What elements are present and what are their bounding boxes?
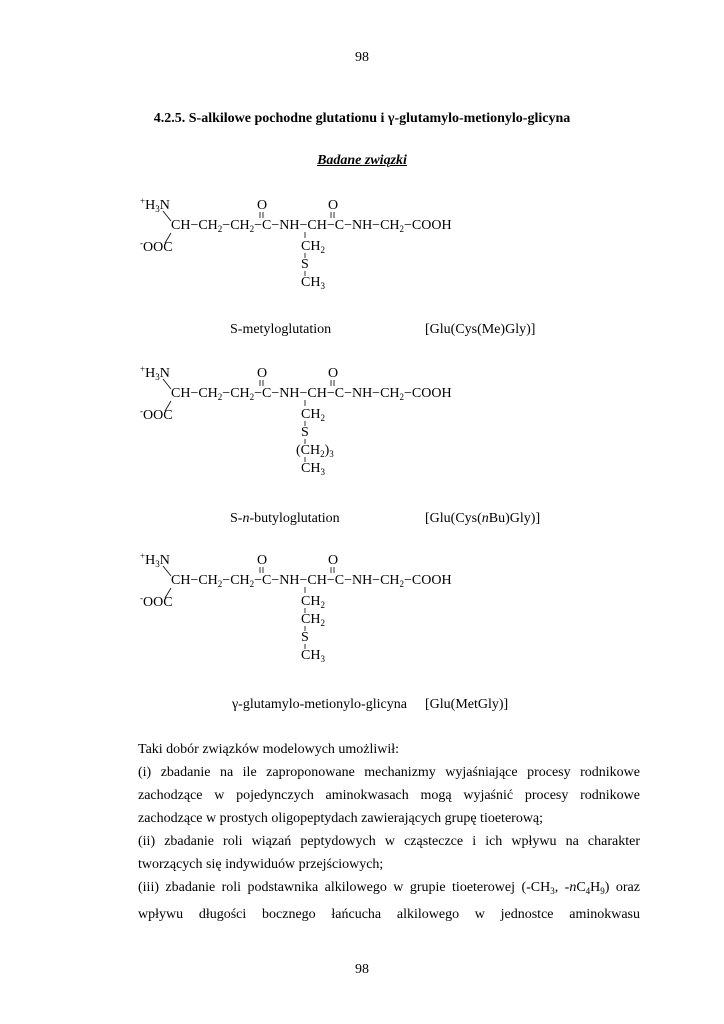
compound-1-name: S-metyloglutation [230, 322, 332, 337]
oxygen-2: O [328, 366, 339, 381]
body-item-1: (i) zbadanie na ile zaproponowane mechanizmy wyjaśniające procesy rodnikowe zachodzące w pojedynczych aminokwasach mogą wyjaśnić procesy rodnikowe zachodzące w prostych oligopeptydach zawierających grupę tioeterową; [138, 765, 640, 826]
item3-sub3: 9 [600, 886, 605, 896]
item3-part4: H [590, 880, 601, 895]
page-number-top: 98 [355, 50, 369, 65]
body-text [138, 738, 640, 926]
compound-2-name-prefix: S- [230, 511, 243, 526]
side-ch2-b: $CH_2$ [301, 612, 325, 628]
item3-part5: ) oraz [604, 880, 640, 895]
side-ch3: $CH_3$ [301, 461, 325, 477]
oxygen-1: O [257, 366, 268, 381]
ooc-label: -OOC [140, 238, 173, 255]
body-item-2: (ii) zbadanie roli wiązań peptydowych w cząsteczce i ich wpływu na charakter tworzących się indywiduów przejściowych; [138, 834, 640, 872]
side-ch3: $CH_3$ [301, 275, 325, 291]
backbone-label: $CH-CH_2-CH_2-C-NH-CH-C-NH-CH_2-COOH$ [171, 573, 452, 589]
side-ch2-a: $CH_2$ [301, 594, 325, 610]
compound-3-name: γ-glutamylo-metionylo-glicyna [232, 697, 407, 712]
compound-2-abbr-prefix: [Glu(Cys( [425, 511, 482, 526]
compound-2-abbr-suffix: Bu)Gly)] [488, 511, 541, 526]
item3-italic: n [569, 880, 577, 895]
oxygen-1: O [257, 553, 268, 568]
compound-2-abbr-italic: n [481, 511, 489, 526]
page-number-bottom: 98 [355, 962, 369, 977]
side-s: S [301, 630, 309, 645]
compound-3-abbr: [Glu(MetGly)] [425, 697, 509, 712]
side-ch3: $CH_3$ [301, 648, 325, 664]
compound-2-abbr [425, 511, 540, 527]
ooc-label: -OOC [140, 593, 173, 610]
compound-2-name-suffix: -butyloglutation [249, 511, 340, 526]
oxygen-2: O [328, 553, 339, 568]
side-ch2-3: $(CH_2)_3$ [296, 443, 334, 459]
body-item-3 [138, 876, 640, 903]
item3-sub1: 3 [550, 886, 555, 896]
item3-part1: (iii) zbadanie roli podstawnika alkilowego w grupie tioeterowej (-CH [138, 880, 551, 895]
subheading-badane-zwiazki: Badane związki [317, 153, 407, 168]
structure-s-metyloglutation [138, 193, 498, 293]
body-intro: Taki dobór związków modelowych umożliwił: [138, 742, 400, 757]
structure-glu-met-gly [138, 548, 498, 668]
oxygen-2: O [328, 198, 339, 213]
nh3-label: $^+H_3N$ [140, 364, 170, 382]
body-last-line: wpływu długości bocznego łańcucha alkilowego w jednostce aminokwasu [138, 907, 640, 922]
backbone-label: $CH-CH_2-CH_2-C-NH-CH-C-NH-CH_2-COOH$ [171, 218, 452, 234]
section-heading: 4.2.5. S-alkilowe pochodne glutationu i γ-glutamylo-metionylo-glicyna [153, 111, 571, 126]
nh3-label: $^+H_3N$ [140, 196, 170, 214]
side-s: S [301, 425, 309, 440]
compound-2-name [230, 511, 340, 527]
item3-sub2: 4 [585, 886, 591, 896]
side-ch2: $CH_2$ [301, 407, 325, 423]
ooc-label: -OOC [140, 406, 173, 423]
item3-part2: , - [554, 880, 570, 895]
compound-2-name-italic: n [242, 511, 250, 526]
side-ch2: $CH_2$ [301, 239, 325, 255]
oxygen-1: O [257, 198, 268, 213]
compound-1-abbr: [Glu(Cys(Me)Gly)] [425, 322, 536, 337]
item3-part3: C [576, 880, 586, 895]
nh3-label: $^+H_3N$ [140, 551, 170, 569]
structure-s-n-butyloglutation [138, 361, 498, 481]
backbone-label: $CH-CH_2-CH_2-C-NH-CH-C-NH-CH_2-COOH$ [171, 386, 452, 402]
side-s: S [301, 257, 309, 272]
